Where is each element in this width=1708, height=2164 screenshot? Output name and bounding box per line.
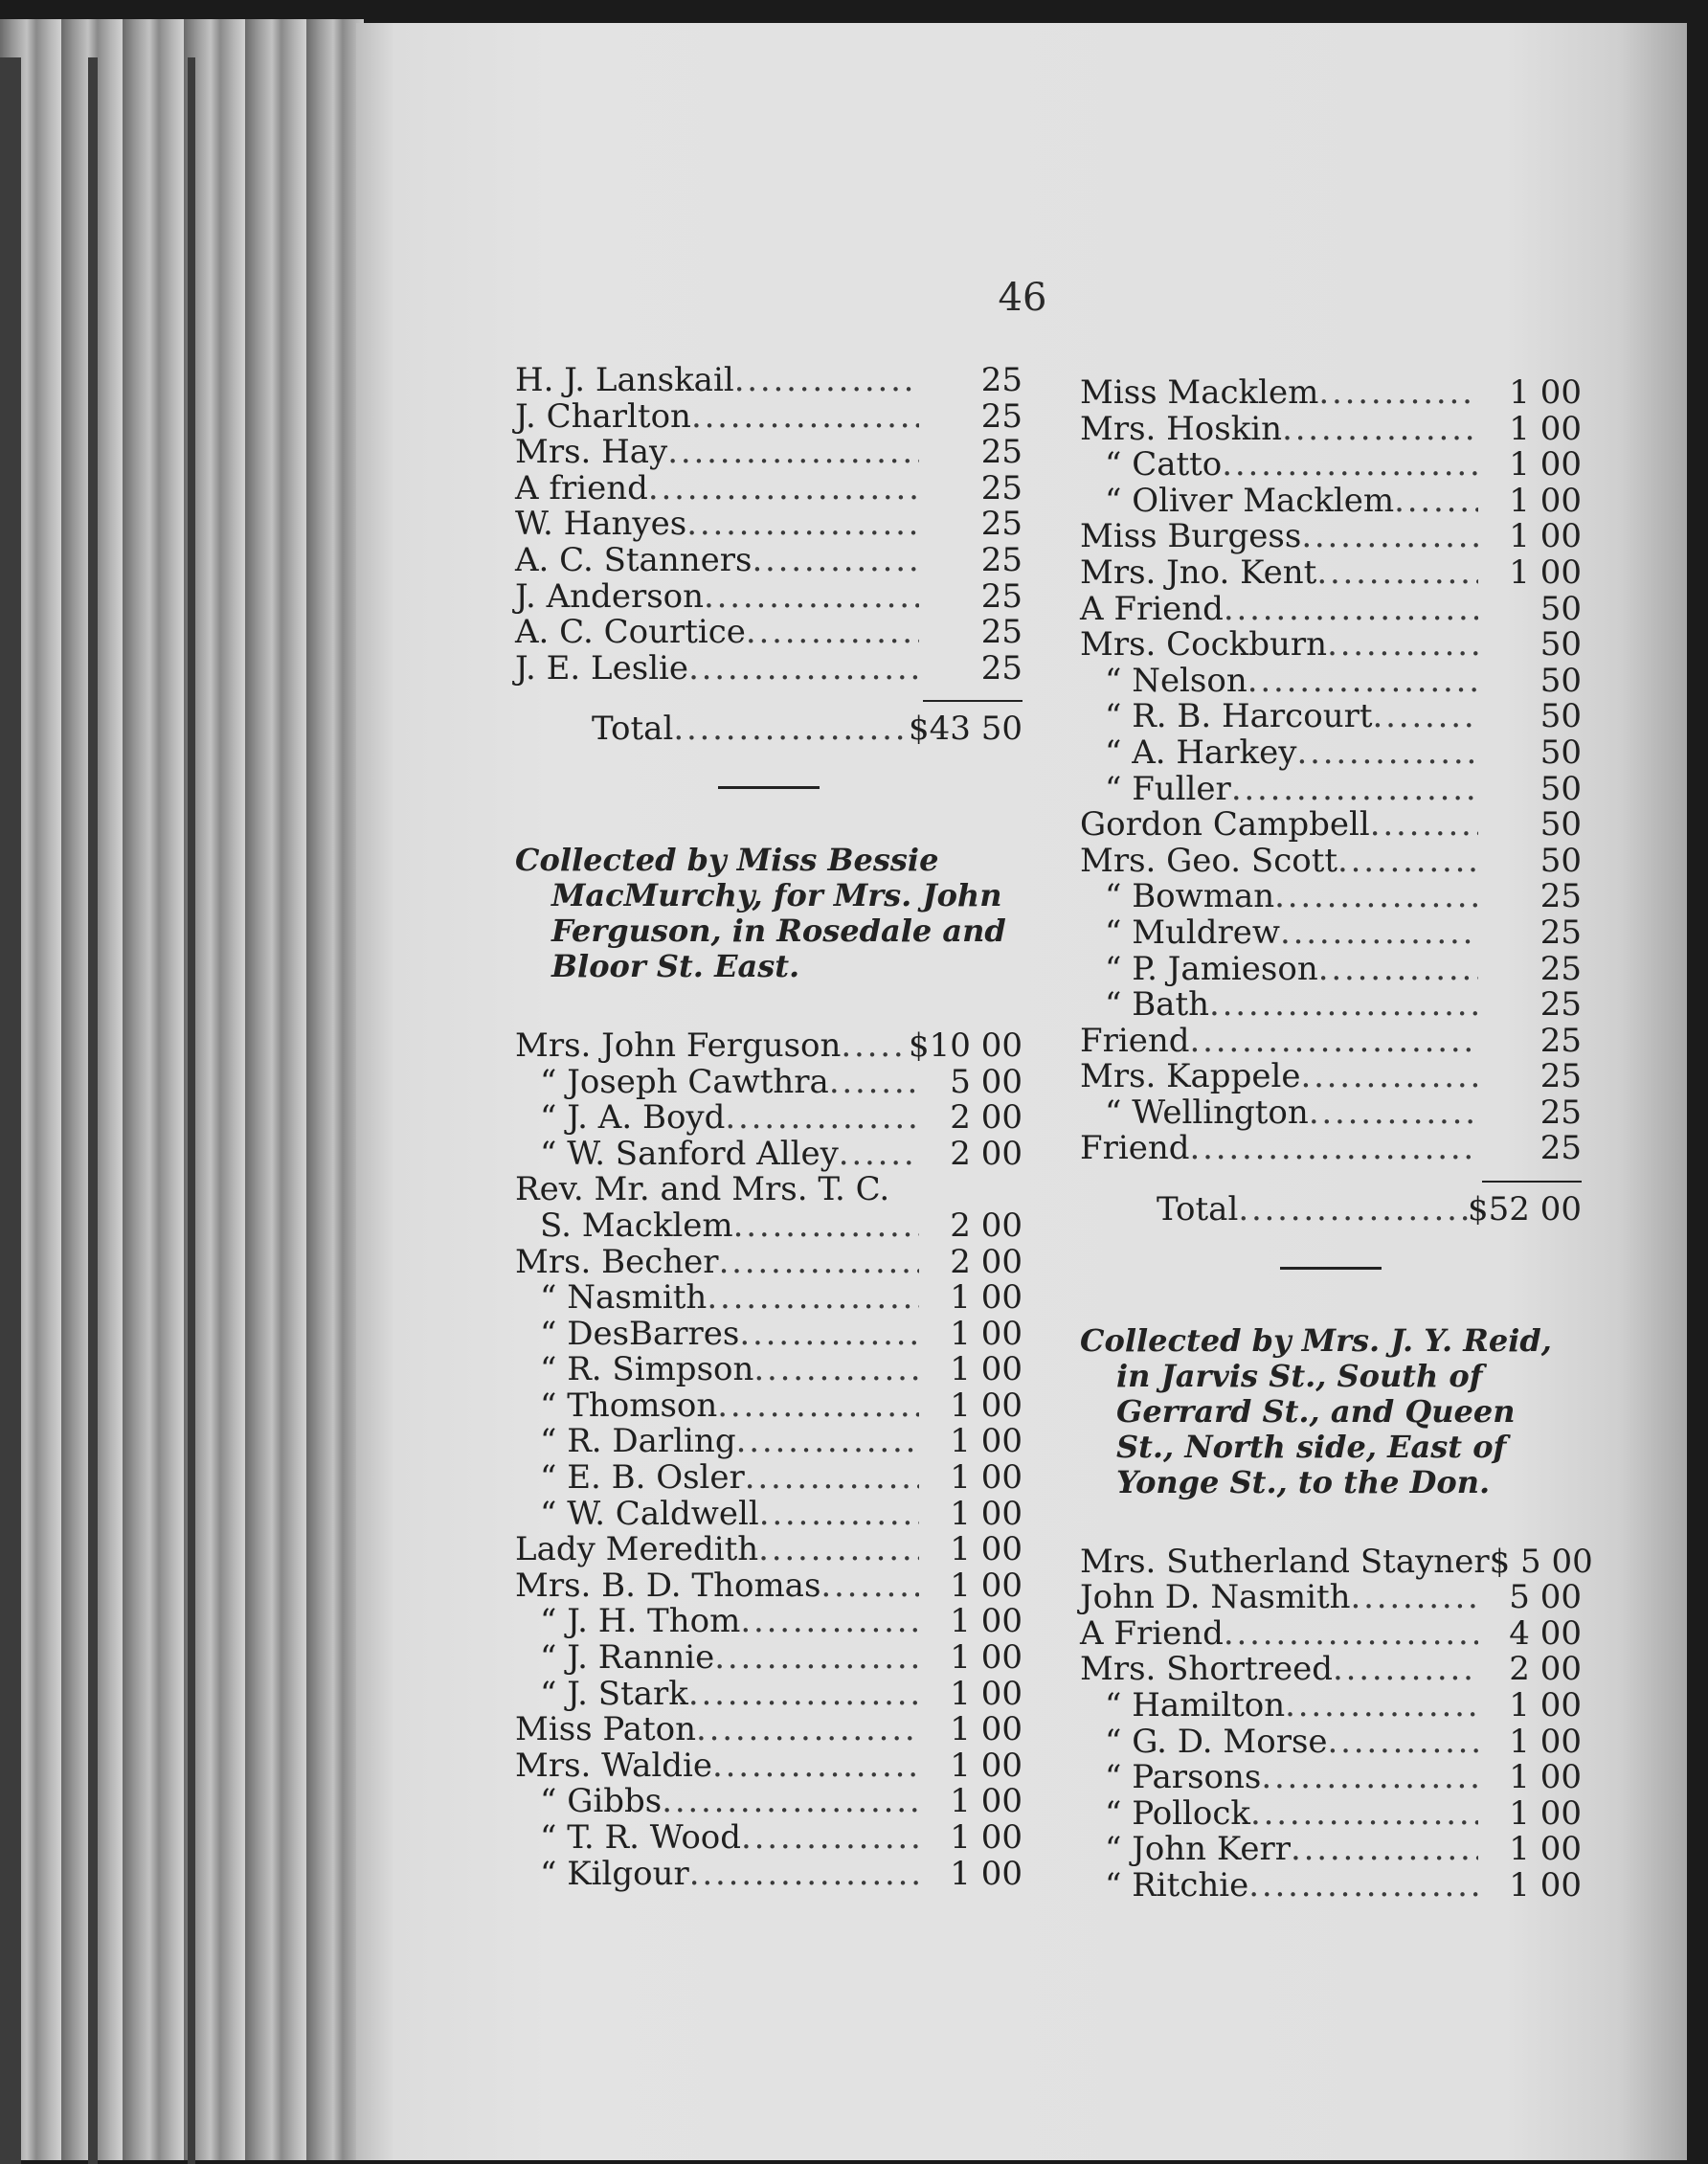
subscriber-name: Mrs. Kappele <box>1080 1057 1301 1096</box>
subscriber-row <box>515 1062 1023 1101</box>
subscriber-name: Mrs. John Ferguson <box>515 1026 842 1065</box>
subscriber-row <box>1080 1580 1582 1616</box>
dot-leader <box>1318 375 1478 412</box>
subscriber-row <box>1080 879 1582 915</box>
subscriber-name: “ A. Harkey <box>1105 733 1297 772</box>
subscriber-name: “ Kilgour <box>540 1854 689 1893</box>
subscriber-row <box>515 1352 1023 1388</box>
subscriber-name: W. Hanyes <box>515 505 687 544</box>
dot-leader <box>714 1640 919 1677</box>
subscriber-amount: 50 <box>1539 769 1582 808</box>
subscriber-amount: 1 00 <box>950 1638 1023 1678</box>
page-edge-shadow <box>188 57 195 2164</box>
subscriber-amount: 25 <box>1539 985 1582 1025</box>
subscriber-row <box>1080 409 1582 448</box>
subscriber-amount: 1 00 <box>1509 1758 1582 1797</box>
subscriber-name: “ R. Simpson <box>540 1350 754 1389</box>
subscriber-amount: 50 <box>1539 625 1582 665</box>
dot-leader <box>1247 664 1478 700</box>
dot-leader <box>689 1857 919 1893</box>
dot-leader <box>719 1245 919 1281</box>
subscriber-row <box>515 1854 1023 1893</box>
section-heading: Collected by Mrs. J. Y. Reid, in Jarvis St., South of Gerrard St., and Queen St., North side, East of Yonge St., to the Don. <box>1080 1321 1552 1500</box>
subscriber-row <box>1080 1688 1582 1724</box>
subscriber-amount: $ 5 00 <box>1489 1542 1593 1581</box>
subscriber-name: “ Bath <box>1105 985 1210 1025</box>
dot-leader <box>758 1532 919 1568</box>
dot-leader <box>1291 1832 1478 1868</box>
dot-leader <box>734 363 919 399</box>
subscriber-name: Mrs. Sutherland Stayner <box>1080 1542 1490 1581</box>
subscriber-row <box>515 435 1023 471</box>
subscriber-amount: 1 00 <box>950 1782 1023 1821</box>
subscriber-row <box>1080 735 1582 772</box>
subscriber-row <box>515 1712 1023 1748</box>
subscriber-name: “ W. Sanford Alley <box>540 1134 839 1173</box>
subscriber-amount: 5 00 <box>1509 1578 1582 1617</box>
subscriber-name: Friend <box>1080 1129 1190 1168</box>
subscriber-row <box>1080 987 1582 1024</box>
subscriber-row <box>1080 1760 1582 1796</box>
subscriber-name: Mrs. Shortreed <box>1080 1650 1333 1689</box>
subscriber-name: “ J. Rannie <box>540 1638 715 1678</box>
right-top-list <box>1080 375 1582 1167</box>
subscriber-amount: 1 00 <box>950 1746 1023 1785</box>
subscriber-name: “ Ritchie <box>1105 1866 1249 1905</box>
subscriber-name: “ E. B. Osler <box>540 1458 745 1498</box>
subscriber-amount: 1 00 <box>1509 445 1582 485</box>
reid-list <box>1080 1542 1593 1905</box>
left-top-list <box>515 363 1023 687</box>
dot-leader <box>1190 1024 1478 1060</box>
dot-leader <box>725 1100 919 1137</box>
dot-leader <box>1394 484 1478 520</box>
subscriber-row <box>1080 1652 1582 1688</box>
subscriber-name: A. C. Courtice <box>515 613 746 652</box>
total-amount: $52 00 <box>1468 1190 1582 1229</box>
subscriber-row <box>515 1460 1023 1497</box>
subscriber-amount: 1 00 <box>1509 481 1582 520</box>
subscriber-row <box>515 1424 1023 1460</box>
dot-leader <box>1250 1796 1478 1833</box>
subscriber-name: Mrs. Waldie <box>515 1746 713 1785</box>
subscriber-amount: 1 00 <box>1509 409 1582 448</box>
subscriber-row <box>1080 1542 1593 1581</box>
subscriber-amount: 5 00 <box>950 1062 1023 1101</box>
subscriber-amount: 25 <box>1539 913 1582 952</box>
subscriber-row <box>515 1532 1023 1568</box>
subscriber-amount: 25 <box>1539 1093 1582 1132</box>
dot-leader <box>1309 1095 1478 1132</box>
subscriber-amount: 1 00 <box>950 1674 1023 1713</box>
dot-leader <box>752 543 919 579</box>
subscriber-row <box>1080 769 1582 808</box>
dot-leader <box>688 1677 919 1713</box>
left-total-row <box>515 711 1023 748</box>
subscriber-row <box>515 1172 1023 1208</box>
subscriber-row <box>515 396 1023 436</box>
dot-leader <box>707 1280 919 1317</box>
subscriber-name: Mrs. Hoskin <box>1080 409 1283 448</box>
book-page <box>356 23 1687 2160</box>
subscriber-name: “ R. B. Harcourt <box>1105 697 1373 736</box>
subscriber-name: S. Macklem <box>540 1206 733 1245</box>
subscriber-name: Mrs. B. D. Thomas <box>515 1566 821 1605</box>
subscriber-amount: 1 00 <box>1509 1830 1582 1869</box>
right-column <box>1080 373 1593 1905</box>
subscriber-row <box>515 363 1023 399</box>
subscriber-row <box>1080 627 1582 664</box>
subscriber-name: “ Hamilton <box>1105 1686 1286 1725</box>
subscriber-row <box>515 648 1023 688</box>
subscriber-amount: 1 00 <box>950 1458 1023 1498</box>
dot-leader <box>736 1424 919 1460</box>
subscriber-row <box>1080 1868 1582 1905</box>
subscriber-row <box>1080 807 1582 844</box>
subscriber-amount: 25 <box>980 505 1023 544</box>
subscriber-amount: 1 00 <box>1509 1866 1582 1905</box>
subscriber-name: Mrs. Hay <box>515 433 668 472</box>
dot-leader <box>717 1388 919 1425</box>
subscriber-name: “ T. R. Wood <box>540 1818 742 1857</box>
dot-leader <box>1333 1652 1478 1688</box>
subscriber-row <box>1080 481 1582 520</box>
subscriber-name: “ Oliver Macklem <box>1105 481 1395 520</box>
dot-leader <box>1209 987 1478 1024</box>
subscriber-name: A. C. Stanners <box>515 540 753 579</box>
dot-leader <box>733 1208 919 1245</box>
dot-leader <box>1328 1724 1478 1761</box>
subscriber-row <box>1080 949 1582 988</box>
subscriber-amount: 25 <box>980 468 1023 507</box>
dot-leader <box>1224 1616 1478 1653</box>
section-divider <box>718 786 820 789</box>
subscriber-name: “ J. H. Thom <box>540 1602 741 1641</box>
subscriber-row <box>515 1604 1023 1640</box>
subscriber-amount: 1 00 <box>950 1854 1023 1893</box>
subscriber-row <box>1080 552 1582 592</box>
subscriber-row <box>1080 1832 1582 1868</box>
dot-leader <box>1373 699 1478 735</box>
total-rule <box>923 700 1023 702</box>
subscriber-amount: 25 <box>1539 1129 1582 1168</box>
subscriber-name: “ DesBarres <box>540 1314 740 1353</box>
dot-leader <box>753 1352 919 1388</box>
dot-leader <box>712 1748 919 1785</box>
subscriber-name: “ W. Caldwell <box>540 1494 759 1533</box>
page-edge-shadow <box>0 57 21 2164</box>
subscriber-row <box>515 1494 1023 1533</box>
subscriber-name: A friend <box>515 468 648 507</box>
subscriber-name: “ G. D. Morse <box>1105 1722 1328 1761</box>
subscriber-amount: 25 <box>980 540 1023 579</box>
subscriber-amount: 25 <box>980 433 1023 472</box>
subscriber-row <box>515 615 1023 651</box>
dot-leader <box>1351 1580 1478 1616</box>
subscriber-name: “ Bowman <box>1105 877 1275 916</box>
dot-leader <box>688 651 919 688</box>
subscriber-amount: 1 00 <box>1509 1722 1582 1761</box>
subscriber-name: “ Wellington <box>1105 1093 1309 1132</box>
dot-leader <box>648 471 919 507</box>
subscriber-name: “ R. Darling <box>540 1422 736 1461</box>
total-rule <box>1482 1181 1582 1183</box>
subscriber-row <box>515 507 1023 543</box>
subscriber-name: Friend <box>1080 1021 1190 1060</box>
dot-leader <box>745 1460 919 1497</box>
subscriber-amount: 1 00 <box>1509 552 1582 592</box>
dot-leader <box>1296 735 1478 772</box>
total-label: Total <box>592 710 674 749</box>
subscriber-amount: 1 00 <box>950 1530 1023 1569</box>
dot-leader <box>691 399 919 436</box>
subscriber-amount: 2 00 <box>950 1206 1023 1245</box>
dot-leader <box>1316 555 1478 592</box>
subscriber-name: Mrs. Cockburn <box>1080 625 1328 665</box>
dot-leader <box>759 1497 919 1533</box>
subscriber-amount: 1 00 <box>950 1710 1023 1749</box>
dot-leader <box>1282 412 1478 448</box>
subscriber-name: A Friend <box>1080 589 1224 628</box>
subscriber-name: “ Muldrew <box>1105 913 1281 952</box>
subscriber-name: Mrs. Becher <box>515 1242 719 1281</box>
subscriber-name: “ Joseph Cawthra <box>540 1062 829 1101</box>
total-label: Total <box>1157 1190 1239 1229</box>
subscriber-amount: 2 00 <box>950 1242 1023 1281</box>
subscriber-name: “ Catto <box>1105 445 1223 485</box>
dot-leader <box>1301 519 1478 555</box>
dot-leader <box>667 435 919 471</box>
subscriber-row <box>515 1028 1023 1065</box>
dot-leader <box>1190 1131 1478 1167</box>
subscriber-row <box>515 576 1023 616</box>
dot-leader <box>1261 1760 1478 1796</box>
dot-leader <box>1222 447 1478 484</box>
dot-leader <box>1231 772 1478 808</box>
subscriber-name: Miss Macklem <box>1080 373 1319 412</box>
subscriber-name: “ Pollock <box>1105 1793 1251 1833</box>
section-divider <box>1280 1267 1382 1270</box>
subscriber-amount: 1 00 <box>1509 373 1582 412</box>
subscriber-amount: 1 00 <box>1509 1793 1582 1833</box>
dot-leader <box>673 711 909 748</box>
subscriber-amount: 1 00 <box>1509 1686 1582 1725</box>
subscriber-row <box>515 1208 1023 1245</box>
subscriber-amount: 25 <box>980 648 1023 688</box>
dot-leader <box>704 579 919 616</box>
subscriber-name: Mrs. Geo. Scott <box>1080 841 1338 880</box>
subscriber-row <box>1080 519 1582 555</box>
subscriber-amount: 1 00 <box>950 1278 1023 1318</box>
subscriber-row <box>1080 661 1582 700</box>
subscriber-amount: 25 <box>1539 877 1582 916</box>
dot-leader <box>820 1568 919 1605</box>
subscriber-amount: 25 <box>1539 1057 1582 1096</box>
subscriber-row <box>515 1134 1023 1173</box>
subscriber-amount: 50 <box>1539 733 1582 772</box>
subscriber-amount: 1 00 <box>950 1818 1023 1857</box>
subscriber-amount: 1 00 <box>1509 517 1582 556</box>
page-number: 46 <box>998 276 1047 320</box>
dot-leader <box>696 1712 919 1748</box>
subscriber-row <box>1080 1724 1582 1761</box>
subscriber-row <box>1080 375 1582 412</box>
subscriber-name: “ P. Jamieson <box>1105 949 1318 988</box>
subscriber-row <box>1080 915 1582 952</box>
subscriber-row <box>515 1314 1023 1353</box>
subscriber-amount: 50 <box>1539 805 1582 845</box>
left-column <box>515 363 1023 1892</box>
subscriber-amount: 25 <box>1539 1021 1582 1060</box>
dot-leader <box>1370 807 1478 844</box>
dot-leader <box>746 615 919 651</box>
dot-leader <box>662 1784 919 1820</box>
subscriber-amount: 1 00 <box>950 1422 1023 1461</box>
subscriber-amount: 2 00 <box>1509 1650 1582 1689</box>
subscriber-amount: 25 <box>980 576 1023 616</box>
subscriber-row <box>1080 1021 1582 1060</box>
subscriber-row <box>515 1820 1023 1857</box>
subscriber-amount: 2 00 <box>950 1134 1023 1173</box>
subscriber-amount: 50 <box>1539 661 1582 700</box>
subscriber-row <box>515 468 1023 507</box>
subscriber-row <box>515 1242 1023 1281</box>
subscriber-name: Miss Paton <box>515 1710 697 1749</box>
subscriber-amount: 1 00 <box>950 1602 1023 1641</box>
dot-leader <box>741 1820 919 1857</box>
dot-leader <box>1280 915 1478 952</box>
subscriber-amount: 25 <box>980 361 1023 399</box>
dot-leader <box>829 1065 919 1101</box>
dot-leader <box>1327 627 1478 664</box>
subscriber-name: A Friend <box>1080 1613 1224 1653</box>
dot-leader <box>1285 1688 1478 1724</box>
dot-leader <box>686 507 919 543</box>
subscriber-name: “ Thomson <box>540 1386 718 1425</box>
subscriber-row <box>515 1748 1023 1785</box>
book-page-edges <box>0 19 364 2160</box>
subscriber-amount: 50 <box>1539 841 1582 880</box>
dot-leader <box>841 1028 909 1065</box>
dot-leader <box>1238 1192 1468 1229</box>
subscriber-name: H. J. Lanskail <box>515 361 734 399</box>
subscriber-row <box>1080 1793 1582 1833</box>
subscriber-amount: 4 00 <box>1509 1613 1582 1653</box>
subscriber-row <box>515 1674 1023 1713</box>
subscriber-row <box>515 1280 1023 1317</box>
dot-leader <box>839 1137 919 1173</box>
dot-leader <box>1300 1059 1478 1095</box>
subscriber-amount: 50 <box>1539 589 1582 628</box>
subscriber-row <box>515 1388 1023 1425</box>
dot-leader <box>1337 844 1478 880</box>
total-amount: $43 50 <box>909 710 1023 749</box>
subscriber-amount: 1 00 <box>950 1314 1023 1353</box>
subscriber-name: “ Parsons <box>1105 1758 1262 1797</box>
dot-leader <box>1318 952 1478 988</box>
subscriber-name: John D. Nasmith <box>1080 1578 1351 1617</box>
subscriber-name: “ Gibbs <box>540 1782 663 1821</box>
subscriber-row <box>1080 1613 1582 1653</box>
subscriber-name: J. Anderson <box>515 576 705 616</box>
subscriber-row <box>1080 841 1582 880</box>
subscriber-name: Mrs. Jno. Kent <box>1080 552 1317 592</box>
subscriber-amount: 25 <box>980 396 1023 436</box>
dot-leader <box>1224 592 1478 628</box>
subscriber-name: Miss Burgess <box>1080 517 1302 556</box>
subscriber-row <box>1080 1059 1582 1095</box>
subscriber-name: “ Fuller <box>1105 769 1231 808</box>
subscriber-amount: 1 00 <box>950 1350 1023 1389</box>
subscriber-row <box>515 1100 1023 1137</box>
subscriber-name: “ Nelson <box>1105 661 1247 700</box>
dot-leader <box>1248 1868 1478 1905</box>
subscriber-row <box>1080 1095 1582 1132</box>
subscriber-name: “ J. A. Boyd <box>540 1098 726 1138</box>
macmurchy-list <box>515 1028 1023 1892</box>
subscriber-name: Rev. Mr. and Mrs. T. C. <box>515 1170 890 1209</box>
subscriber-row <box>515 1784 1023 1820</box>
subscriber-amount: 1 00 <box>950 1386 1023 1425</box>
dot-leader <box>740 1604 919 1640</box>
subscriber-amount: $10 00 <box>909 1026 1023 1065</box>
subscriber-name: J. Charlton <box>515 396 691 436</box>
section-heading: Collected by Miss Bessie MacMurchy, for Mrs. John Ferguson, in Rosedale and Bloor St. East. <box>515 841 1006 984</box>
subscriber-name: J. E. Leslie <box>515 648 689 688</box>
subscriber-row <box>515 540 1023 579</box>
subscriber-amount: 1 00 <box>950 1494 1023 1533</box>
subscriber-amount: 50 <box>1539 697 1582 736</box>
subscriber-amount: 25 <box>980 613 1023 652</box>
subscriber-row <box>515 1568 1023 1605</box>
subscriber-name: Lady Meredith <box>515 1530 759 1569</box>
subscriber-amount: 25 <box>1539 949 1582 988</box>
subscriber-row <box>1080 699 1582 735</box>
subscriber-name: Gordon Campbell <box>1080 805 1370 845</box>
right-total-row <box>1080 1192 1582 1229</box>
dot-leader <box>739 1317 919 1353</box>
subscriber-row <box>1080 447 1582 484</box>
subscriber-name: “ J. Stark <box>540 1674 688 1713</box>
subscriber-name: “ Nasmith <box>540 1278 708 1318</box>
subscriber-amount: 1 00 <box>950 1566 1023 1605</box>
subscriber-row <box>1080 589 1582 628</box>
dot-leader <box>1274 879 1478 915</box>
subscriber-name: “ John Kerr <box>1105 1830 1292 1869</box>
subscriber-row <box>1080 1131 1582 1167</box>
subscriber-amount: 2 00 <box>950 1098 1023 1138</box>
page-edge-shadow <box>88 57 98 2164</box>
subscriber-row <box>515 1640 1023 1677</box>
